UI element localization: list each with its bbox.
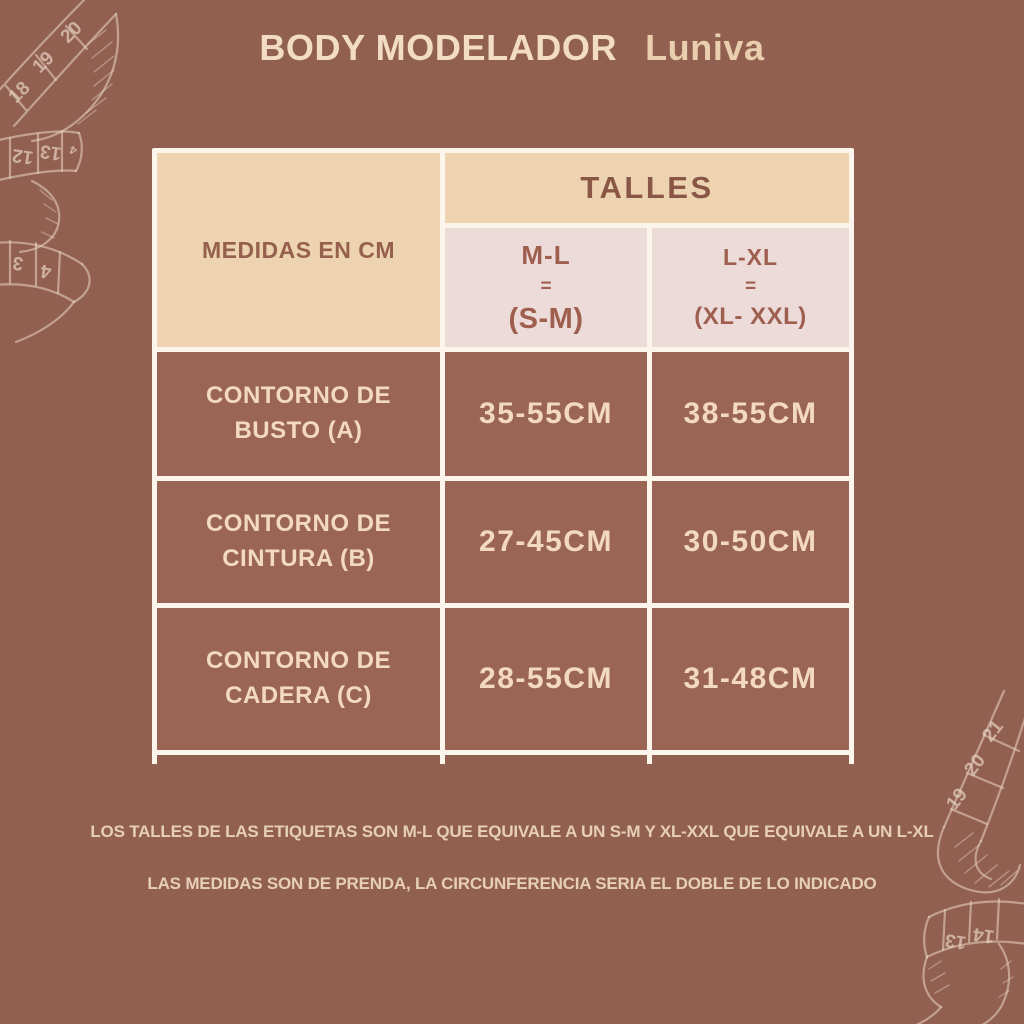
measures-header-label: MEDIDAS EN CM xyxy=(201,236,396,263)
table-border-stub xyxy=(647,753,652,764)
value-cintura-ml: 27-45CM xyxy=(445,481,647,603)
value-busto-ml: 35-55CM xyxy=(445,352,647,476)
row-label-cadera xyxy=(157,608,440,750)
note-size-equivalence: LOS TALLES DE LAS ETIQUETAS SON M-L QUE EQUIVALE A UN S-M Y XL-XXL QUE EQUIVALE A UN L-XL xyxy=(90,822,934,841)
size-column-header-ml xyxy=(445,228,647,347)
table-border-stub xyxy=(440,753,445,764)
tape-number: 12 xyxy=(10,144,35,168)
value-busto-lxl: 38-55CM xyxy=(652,352,849,476)
size-label: M-L xyxy=(521,239,571,270)
value-cadera-ml: 28-55CM xyxy=(445,608,647,750)
row-label-busto xyxy=(157,352,440,476)
table-border-stub xyxy=(849,753,854,764)
tape-number: 20 xyxy=(960,750,990,781)
tape-number: 4 xyxy=(67,142,80,158)
tape-number: 19 xyxy=(28,47,59,78)
tape-number: 4 xyxy=(39,259,53,282)
size-equivalent-label: (XL- XXL) xyxy=(694,303,807,330)
row-label-line: CONTORNO DE xyxy=(205,382,392,410)
tape-number: 14 xyxy=(971,923,996,947)
row-label-line: CADERA (C) xyxy=(225,682,372,709)
product-name: BODY MODELADOR xyxy=(259,27,618,68)
value-cintura-lxl: 30-50CM xyxy=(652,481,849,603)
row-label-cintura xyxy=(157,481,440,603)
size-equivalent-label: (S-M) xyxy=(508,302,584,335)
equals-sign: = xyxy=(744,276,757,297)
tape-number: 13 xyxy=(943,929,968,953)
row-label-line: CONTORNO DE xyxy=(205,647,392,675)
value-cadera-lxl: 31-48CM xyxy=(652,608,849,750)
sizes-header-label: TALLES xyxy=(580,170,714,205)
tape-number: 21 xyxy=(978,716,1008,747)
tape-number: 18 xyxy=(4,77,35,108)
brand-name: Luniva xyxy=(645,27,765,68)
tape-number: 19 xyxy=(942,784,972,815)
size-table xyxy=(152,148,854,755)
note-garment-measure: LAS MEDIDAS SON DE PRENDA, LA CIRCUNFERENCIA SERIA EL DOBLE DE LO INDICADO xyxy=(147,874,877,893)
measuring-tape-illustration-bottom-right xyxy=(889,689,1024,1024)
sizes-header-cell xyxy=(445,153,849,223)
tape-number: 3 xyxy=(11,251,25,274)
size-label: L-XL xyxy=(722,244,779,270)
tape-number: 20 xyxy=(56,17,87,48)
table-border-stub xyxy=(152,753,157,764)
size-table-grid xyxy=(152,148,854,755)
measures-header-cell xyxy=(157,153,440,347)
size-column-header-lxl xyxy=(652,228,849,347)
row-label-line: CONTORNO DE xyxy=(205,510,392,538)
page-title xyxy=(0,27,1024,69)
tape-number: 13 xyxy=(38,140,63,164)
row-label-line: CINTURA (B) xyxy=(222,545,375,572)
row-label-line: BUSTO (A) xyxy=(234,417,363,444)
equals-sign: = xyxy=(540,275,552,297)
